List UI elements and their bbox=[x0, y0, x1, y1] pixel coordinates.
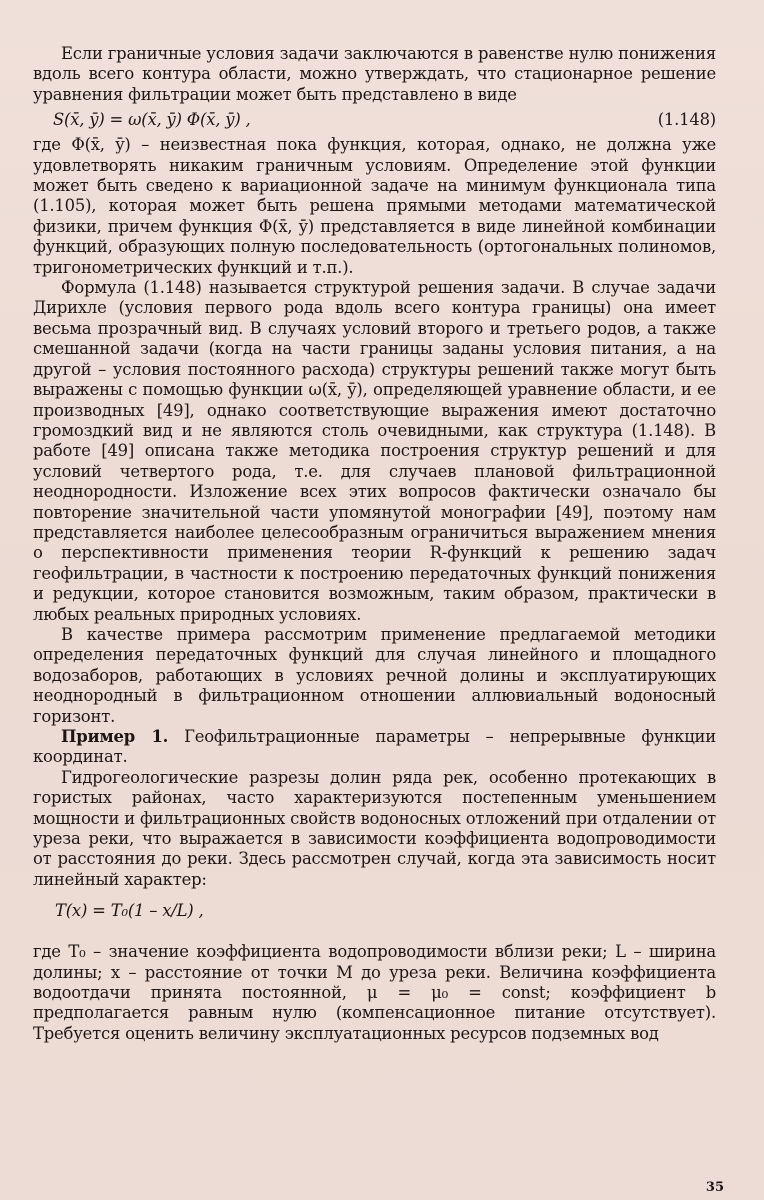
equation-number-1-148: (1.148) bbox=[657, 110, 716, 130]
paragraph-intro: Если граничные условия задачи заключаются в равенстве нулю понижения вдоль всего контура области, можно утверждать, что стационарное решение уравнения фильтрации может быть представлено в виде bbox=[33, 44, 716, 104]
paragraph-function-definition: где Φ(x̄, ȳ) – неизвестная пока функция, которая, однако, не должна уже удовлетворять никаким граничным условиям. Определение этой функции может быть сведено к вариационной задаче на минимум функционала типа (1.105), которая может быть решена прямыми методами математической физики, причем функция Φ(x̄, ȳ) представляется в виде линейной комбинации функций, образующих полную последовательность (ортогональных полиномов, тригонометрических функций и т.п.). bbox=[33, 135, 716, 277]
paragraph-hydrogeology: Гидрогеологические разрезы долин ряда рек, особенно протекающих в гористых районах, часто характеризуются постепенным уменьшением мощности и фильтрационных свойств водоносных отложений при отдалении от уреза реки, что выражается в зависимости коэффициента водопроводимости от расстояния до реки. Здесь рассмотрен случай, когда эта зависимость носит линейный характер: bbox=[33, 767, 716, 889]
paragraph-example-intro: В качестве примера рассмотрим применение предлагаемой методики определения передаточных функций для случая линейного и площадного водозаборов, работающих в условиях речной долины и эксплуатирующих неоднородный в фильтрационном отношении аллювиальный водоносный горизонт. bbox=[33, 624, 716, 726]
example-title: Геофильтрационные параметры – непрерывные функции координат. bbox=[33, 727, 717, 767]
page-content bbox=[33, 44, 716, 1044]
page-number: 35 bbox=[705, 1180, 724, 1195]
example-label: Пример 1. bbox=[61, 727, 169, 746]
paragraph-parameters: где T₀ – значение коэффициента водопроводимости вблизи реки; L – ширина долины; x – расстояние от точки M до уреза реки. Величина коэффициента водоотдачи принята постоянной, μ = μ₀ = const; коэффициент b предполагается равным нулю (компенсационное питание отсутствует). Требуется оценить величину эксплуатационных ресурсов подземных вод bbox=[33, 942, 716, 1043]
formula-1-148 bbox=[33, 107, 716, 133]
example-heading bbox=[33, 727, 716, 768]
paragraph-solution-structure: Формула (1.148) называется структурой решения задачи. В случае задачи Дирихле (условия первого рода вдоль всего контура границы) она имеет весьма прозрачный вид. В случаях условий второго и третьего родов, а также смешанной задачи (когда на части границы заданы условия питания, а на другой – условия постоянного расхода) структуры решений также могут быть выражены с помощью функции ω(x̄, ȳ), определяющей уравнение области, и ее производных [49], однако соответствующие выражения имеют достаточно громоздкий вид и не являются столь очевидными, как структура (1.148). В работе [49] описана также методика построения структур решений и для условий четвертого рода, т.е. для случаев плановой фильтрационной неоднородности. Изложение всех этих вопросов фактически означало бы повторение значительной части упомянутой монографии [49], поэтому нам представляется наиболее целесообразным ограничиться выражением мнения о перспективности применения теории R-функций к решению задач геофильтрации, в частности к построению передаточных функций понижения и редукции, которое становится возможным, таким образом, практически в любых реальных природных условиях. bbox=[33, 278, 716, 624]
formula-transmissivity: T(x) = T₀(1 – x/L) , bbox=[55, 901, 204, 921]
formula-1-148-expression: S(x̄, ȳ) = ω(x̄, ȳ) Φ(x̄, ȳ) , bbox=[53, 110, 251, 130]
